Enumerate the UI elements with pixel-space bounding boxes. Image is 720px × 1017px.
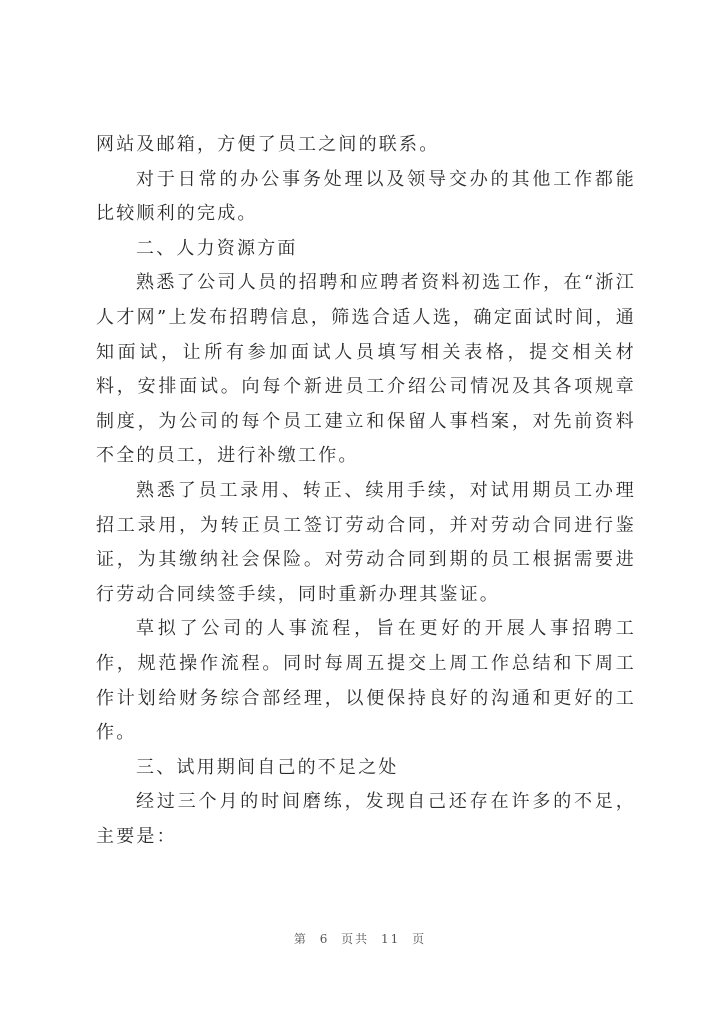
section-heading: 二、人力资源方面 — [136, 237, 298, 259]
paragraph: 经过三个月的时间磨练，发现自己还存在许多的不足，主要是： — [96, 791, 636, 847]
document-body — [96, 128, 636, 854]
section-heading: 三、试用期间自己的不足之处 — [136, 756, 399, 778]
paragraph: 网站及邮箱，方便了员工之间的联系。 — [96, 134, 440, 155]
page-number-footer: 第 6 页共 11 页 — [293, 932, 427, 946]
paragraph: 草拟了公司的人事流程，旨在更好的开展人事招聘工作，规范操作流程。同时每周五提交上周工作总结和下周工作计划给财务综合部经理，以便保持良好的沟通和更好的工作。 — [96, 618, 636, 744]
paragraph: 熟悉了员工录用、转正、续用手续，对试用期员工办理招工录用，为转正员工签订劳动合同，并对劳动合同进行鉴证，为其缴纳社会保险。对劳动合同到期的员工根据需要进行劳动合同续签手续，同时重新办理其鉴证。 — [96, 479, 636, 605]
paragraph: 对于日常的办公事务处理以及领导交办的其他工作都能比较顺利的完成。 — [96, 168, 636, 225]
paragraph: 熟悉了公司人员的招聘和应聘者资料初选工作，在“浙江人才网”上发布招聘信息，筛选合适人选，确定面试时间，通知面试，让所有参加面试人员填写相关表格，提交相关材料，安排面试。向每个新进员工介绍公司情况及其各项规章制度，为公司的每个员工建立和保留人事档案，对先前资料不全的员工，进行补缴工作。 — [96, 272, 636, 467]
